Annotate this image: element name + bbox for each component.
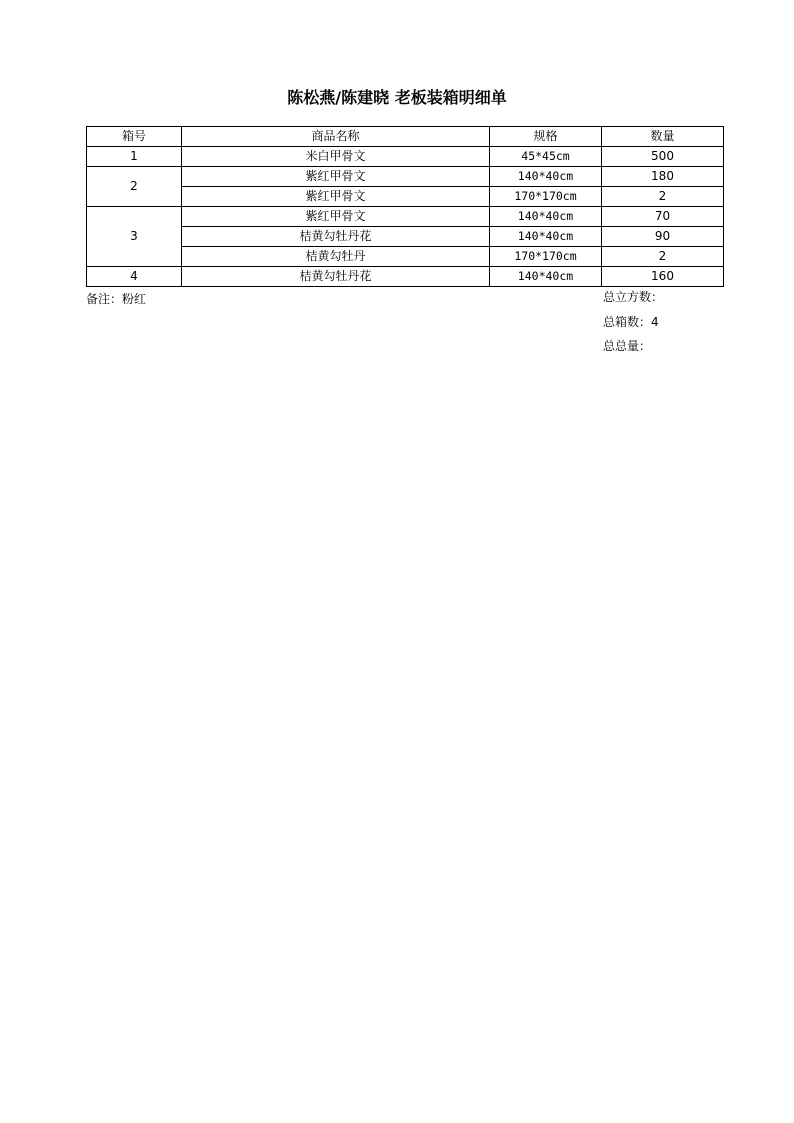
box-no-cell: 3: [87, 207, 182, 267]
table-row: [87, 147, 724, 167]
table-row: [87, 247, 724, 267]
spec-cell: 170*170cm: [490, 247, 602, 267]
total-boxes-label: 总箱数：4: [603, 315, 659, 329]
spec-cell: 45*45cm: [490, 147, 602, 167]
total-weight-label: 总总量：: [603, 339, 652, 353]
product-cell: 紫红甲骨文: [182, 187, 490, 207]
box-no-cell: 4: [87, 267, 182, 287]
table-row: [87, 227, 724, 247]
quantity-cell: 2: [602, 247, 724, 267]
product-cell: 紫红甲骨文: [182, 207, 490, 227]
remark-note: 备注：粉红: [86, 292, 147, 306]
spec-cell: 140*40cm: [490, 267, 602, 287]
table-row: [87, 167, 724, 187]
spec-cell: 170*170cm: [490, 187, 602, 207]
quantity-cell: 160: [602, 267, 724, 287]
product-cell: 紫红甲骨文: [182, 167, 490, 187]
spec-cell: 140*40cm: [490, 167, 602, 187]
box-no-cell: 2: [87, 167, 182, 207]
table-row: [87, 267, 724, 287]
quantity-cell: 180: [602, 167, 724, 187]
total-volume-label: 总立方数：: [603, 290, 664, 304]
product-cell: 桔黄勾牡丹: [182, 247, 490, 267]
spec-cell: 140*40cm: [490, 227, 602, 247]
header-product: 商品名称: [182, 127, 490, 147]
table-row: [87, 187, 724, 207]
quantity-cell: 2: [602, 187, 724, 207]
header-spec: 规格: [490, 127, 602, 147]
table-header-row: [87, 127, 724, 147]
quantity-cell: 90: [602, 227, 724, 247]
header-quantity: 数量: [602, 127, 724, 147]
packing-table: [86, 126, 724, 287]
quantity-cell: 500: [602, 147, 724, 167]
quantity-cell: 70: [602, 207, 724, 227]
page-title: 陈松燕/陈建晓 老板装箱明细单: [287, 88, 507, 107]
table-row: [87, 207, 724, 227]
box-no-cell: 1: [87, 147, 182, 167]
product-cell: 桔黄勾牡丹花: [182, 227, 490, 247]
product-cell: 桔黄勾牡丹花: [182, 267, 490, 287]
header-box-no: 箱号: [87, 127, 182, 147]
spec-cell: 140*40cm: [490, 207, 602, 227]
product-cell: 米白甲骨文: [182, 147, 490, 167]
